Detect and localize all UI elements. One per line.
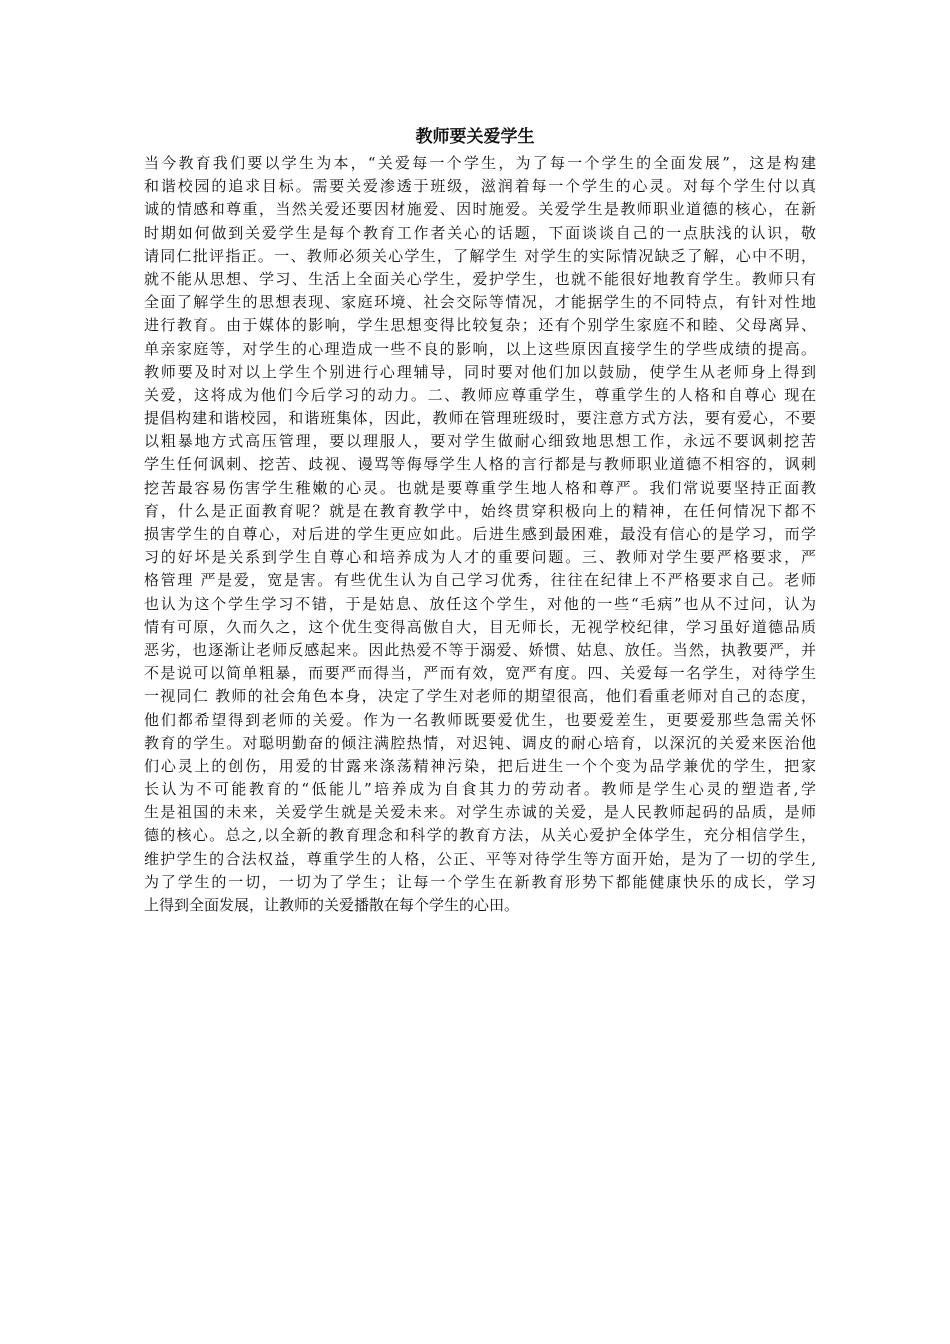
body-text-line: 进行教育。由于媒体的影响，学生思想变得比较复杂；还有个别学生家庭不和睦、父母离异、 xyxy=(144,316,816,335)
body-text-line: 全面了解学生的思想表现、家庭环境、社会交际等情况，才能据学生的不同特点，有针对性地 xyxy=(144,293,816,312)
body-text-line: 一视同仁 教师的社会角色本身，决定了学生对老师的期望很高，他们看重老师对自己的态度， xyxy=(144,687,816,706)
body-text-line: 学生任何讽刺、挖苦、歧视、谩骂等侮辱学生人格的言行都是与教师职业道德不相容的，讽刺 xyxy=(144,455,816,474)
body-text-line: 们心灵上的创伤，用爱的甘露来涤荡精神污染，把后进生一个个变为品学兼优的学生，把家 xyxy=(144,756,816,775)
body-text-line: 他们都希望得到老师的关爱。作为一名教师既要爱优生，也要爱差生，更要爱那些急需关怀 xyxy=(144,710,816,729)
body-text-line: 为了学生的一切，一切为了学生；让每一个学生在新教育形势下都能健康快乐的成长，学习 xyxy=(144,872,816,891)
body-text-line: 和谐校园的追求目标。需要关爱渗透于班级，滋润着每一个学生的心灵。对每个学生付以真 xyxy=(144,177,816,196)
body-text-line: 关爱，这将成为他们今后学习的动力。二、教师应尊重学生，尊重学生的人格和自尊心 现在 xyxy=(144,385,816,404)
body-text-line: 提倡构建和谐校园，和谐班集体，因此，教师在管理班级时，要注意方式方法，要有爱心，不要 xyxy=(144,409,816,428)
body-text-line: 时期如何做到关爱学生是每个教育工作者关心的话题，下面谈谈自己的一点肤浅的认识，敬 xyxy=(144,223,816,242)
body-text-line: 情有可原，久而久之，这个优生变得高傲自大，目无师长，无视学校纪律，学习虽好道德品质 xyxy=(144,617,816,636)
body-text-line: 生是祖国的未来，关爱学生就是关爱未来。对学生赤诚的关爱，是人民教师起码的品质，是师 xyxy=(144,803,816,822)
body-text-line: 请同仁批评指正。一、教师必须关心学生，了解学生 对学生的实际情况缺乏了解，心中不明， xyxy=(144,246,816,265)
body-text-line: 损害学生的自尊心，对后进的学生更应如此。后进生感到最困难，最没有信心的是学习，而学 xyxy=(144,525,816,543)
body-text-line: 德的核心。总之,以全新的教育理念和科学的教育方法，从关心爱护全体学生，充分相信学生， xyxy=(144,826,816,845)
body-text-line: 恶劣，也逐渐让老师反感起来。因此热爱不等于溺爱、娇惯、姑息、放任。当然，执教要严，并 xyxy=(144,640,816,659)
body-text-line: 就不能从思想、学习、生活上全面关心学生，爱护学生，也就不能很好地教育学生。教师只有 xyxy=(144,269,816,288)
body-text-line: 长认为不可能教育的“低能儿”培养成为自食其力的劳动者。教师是学生心灵的塑造者,学 xyxy=(144,780,816,799)
body-text-line: 也认为这个学生学习不错，于是姑息、放任这个学生，对他的一些“毛病”也从不过问，认为 xyxy=(144,594,816,613)
body-text-line: 教育的学生。对聪明勤奋的倾注满腔热情，对迟钝、调皮的耐心培育，以深沉的关爱来医治他 xyxy=(144,733,816,752)
body-text-line: 以粗暴地方式高压管理，要以理服人，要对学生做耐心细致地思想工作，永远不要讽刺挖苦 xyxy=(144,432,816,451)
body-text-line: 不是说可以简单粗暴，而要严而得当，严而有效，宽严有度。四、关爱每一名学生，对待学生 xyxy=(144,664,816,683)
body-text-line: 习的好坏是关系到学生自尊心和培养成为人才的重要问题。三、教师对学生要严格要求，严 xyxy=(144,548,816,567)
body-text-line: 上得到全面发展，让教师的关爱播散在每个学生的心田。 xyxy=(144,896,520,914)
document-body xyxy=(144,152,816,917)
document-title: 教师要关爱学生 xyxy=(415,127,535,147)
body-text-line: 诚的情感和尊重，当然关爱还要因材施爱、因时施爱。关爱学生是教师职业道德的核心，在新 xyxy=(144,200,816,219)
body-text-line: 挖苦最容易伤害学生稚嫩的心灵。也就是要尊重学生地人格和尊严。我们常说要坚持正面教 xyxy=(144,478,816,497)
body-text-line: 教师要及时对以上学生个别进行心理辅导，同时要对他们加以鼓励，使学生从老师身上得到 xyxy=(144,362,816,381)
body-text-line: 维护学生的合法权益，尊重学生的人格，公正、平等对待学生等方面开始，是为了一切的学生, xyxy=(144,849,816,868)
body-text-line: 当今教育我们要以学生为本，“关爱每一个学生，为了每一个学生的全面发展”，这是构建 xyxy=(144,154,816,172)
body-text-line: 育，什么是正面教育呢？就是在教育教学中，始终贯穿积极向上的精神，在任何情况下都不 xyxy=(144,501,816,520)
body-text-line: 单亲家庭等，对学生的心理造成一些不良的影响，以上这些原因直接学生的学些成绩的提高。 xyxy=(144,339,816,358)
body-text-line: 格管理 严是爱，宽是害。有些优生认为自己学习优秀，往往在纪律上不严格要求自己。老师 xyxy=(144,571,816,590)
